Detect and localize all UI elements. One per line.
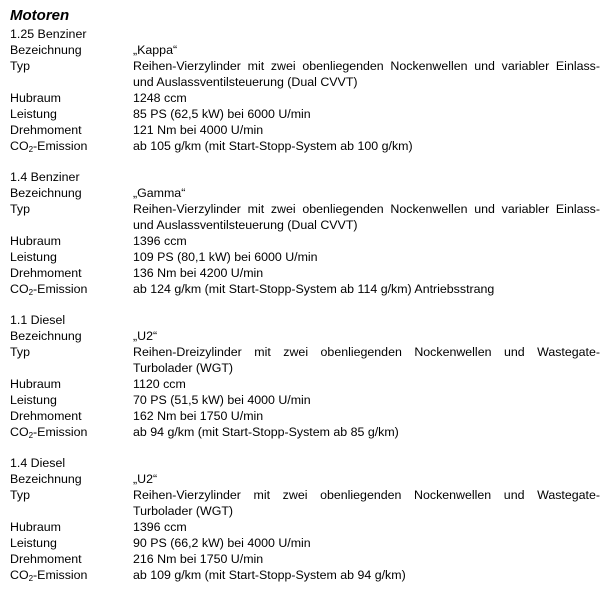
spec-label: Hubraum bbox=[10, 91, 61, 105]
spec-row-hubraum bbox=[10, 90, 600, 106]
spec-label: Hubraum bbox=[10, 377, 61, 391]
engine-section bbox=[10, 26, 600, 154]
page-title: Motoren bbox=[10, 7, 70, 24]
spec-row-hubraum bbox=[10, 376, 600, 392]
spec-row-bezeichnung bbox=[10, 185, 600, 201]
spec-row-hubraum bbox=[10, 519, 600, 535]
engine-heading: 1.25 Benziner bbox=[10, 27, 87, 41]
spec-label: Typ bbox=[10, 488, 30, 502]
spec-label-co2 bbox=[10, 567, 133, 583]
engine-heading: 1.1 Diesel bbox=[10, 313, 66, 327]
spec-row-bezeichnung bbox=[10, 42, 600, 58]
spec-row-typ bbox=[10, 344, 600, 376]
document-page bbox=[10, 6, 600, 583]
spec-value: 136 Nm bei 4200 U/min bbox=[133, 266, 264, 280]
co2-suffix: -Emission bbox=[33, 282, 88, 296]
spec-value: 70 PS (51,5 kW) bei 4000 U/min bbox=[133, 393, 311, 407]
spec-value: 1396 ccm bbox=[133, 234, 187, 248]
spec-row-co2 bbox=[10, 424, 600, 440]
spec-value: 162 Nm bei 1750 U/min bbox=[133, 409, 264, 423]
spec-label-co2 bbox=[10, 281, 133, 297]
engine-section bbox=[10, 455, 600, 583]
spec-label: Bezeichnung bbox=[10, 329, 82, 343]
spec-label: Typ bbox=[10, 59, 30, 73]
spec-label: Bezeichnung bbox=[10, 43, 82, 57]
spec-label: Hubraum bbox=[10, 234, 61, 248]
spec-value: „Kappa“ bbox=[133, 43, 178, 57]
spec-row-typ bbox=[10, 201, 600, 233]
co2-subscript: 2 bbox=[28, 288, 34, 297]
engine-section bbox=[10, 169, 600, 297]
spec-label: Bezeichnung bbox=[10, 472, 82, 486]
spec-row-drehmoment bbox=[10, 265, 600, 281]
co2-suffix: -Emission bbox=[33, 568, 88, 582]
co2-suffix: -Emission bbox=[33, 425, 88, 439]
engine-heading: 1.4 Diesel bbox=[10, 456, 66, 470]
spec-label: Drehmoment bbox=[10, 552, 82, 566]
spec-row-co2 bbox=[10, 567, 600, 583]
spec-row-typ bbox=[10, 58, 600, 90]
spec-row-drehmoment bbox=[10, 122, 600, 138]
spec-row-drehmoment bbox=[10, 408, 600, 424]
spec-label: Leistung bbox=[10, 107, 57, 121]
co2-prefix: CO bbox=[10, 282, 29, 296]
spec-row-leistung bbox=[10, 249, 600, 265]
spec-value: 85 PS (62,5 kW) bei 6000 U/min bbox=[133, 107, 311, 121]
spec-value: ab 109 g/km (mit Start-Stopp-System ab 94 g/km) bbox=[133, 568, 406, 582]
spec-value: ab 94 g/km (mit Start-Stopp-System ab 85 g/km) bbox=[133, 425, 399, 439]
spec-value: 1120 ccm bbox=[133, 377, 186, 391]
co2-prefix: CO bbox=[10, 568, 29, 582]
co2-subscript: 2 bbox=[28, 431, 34, 440]
spec-row-leistung bbox=[10, 106, 600, 122]
spec-value: „U2“ bbox=[133, 329, 158, 343]
spec-value: Reihen-Vierzylinder mit zwei obenliegenden Nockenwellen und variabler Einlass- und Auslassventilsteuerung (Dual CVVT) bbox=[133, 202, 600, 232]
spec-value: 1248 ccm bbox=[133, 91, 187, 105]
spec-label: Drehmoment bbox=[10, 409, 82, 423]
engine-section bbox=[10, 312, 600, 440]
spec-value: „U2“ bbox=[133, 472, 158, 486]
spec-row-drehmoment bbox=[10, 551, 600, 567]
spec-label: Leistung bbox=[10, 393, 57, 407]
spec-value: 1396 ccm bbox=[133, 520, 187, 534]
spec-row-hubraum bbox=[10, 233, 600, 249]
co2-prefix: CO bbox=[10, 139, 29, 153]
spec-row-leistung bbox=[10, 392, 600, 408]
spec-row-typ bbox=[10, 487, 600, 519]
spec-value: „Gamma“ bbox=[133, 186, 186, 200]
spec-label: Bezeichnung bbox=[10, 186, 82, 200]
spec-label-co2 bbox=[10, 138, 133, 154]
spec-value: 109 PS (80,1 kW) bei 6000 U/min bbox=[133, 250, 318, 264]
co2-suffix: -Emission bbox=[33, 139, 88, 153]
spec-value: 90 PS (66,2 kW) bei 4000 U/min bbox=[133, 536, 311, 550]
co2-subscript: 2 bbox=[28, 574, 34, 583]
spec-value: ab 105 g/km (mit Start-Stopp-System ab 100 g/km) bbox=[133, 139, 413, 153]
spec-row-bezeichnung bbox=[10, 471, 600, 487]
spec-value: Reihen-Dreizylinder mit zwei obenliegenden Nockenwellen und Wastegate-Turbolader (WGT) bbox=[133, 345, 600, 375]
spec-row-co2 bbox=[10, 138, 600, 154]
spec-row-bezeichnung bbox=[10, 328, 600, 344]
spec-label: Drehmoment bbox=[10, 123, 82, 137]
spec-value: 121 Nm bei 4000 U/min bbox=[133, 123, 264, 137]
engine-heading: 1.4 Benziner bbox=[10, 170, 80, 184]
co2-subscript: 2 bbox=[28, 145, 34, 154]
spec-value: ab 124 g/km (mit Start-Stopp-System ab 114 g/km) Antriebsstrang bbox=[133, 282, 495, 296]
spec-label: Typ bbox=[10, 345, 30, 359]
spec-label: Leistung bbox=[10, 250, 57, 264]
spec-row-leistung bbox=[10, 535, 600, 551]
spec-label: Hubraum bbox=[10, 520, 61, 534]
spec-label-co2 bbox=[10, 424, 133, 440]
spec-row-co2 bbox=[10, 281, 600, 297]
spec-label: Drehmoment bbox=[10, 266, 82, 280]
spec-label: Leistung bbox=[10, 536, 57, 550]
spec-value: 216 Nm bei 1750 U/min bbox=[133, 552, 264, 566]
spec-label: Typ bbox=[10, 202, 30, 216]
co2-prefix: CO bbox=[10, 425, 29, 439]
spec-value: Reihen-Vierzylinder mit zwei obenliegenden Nockenwellen und variabler Einlass- und Auslassventilsteuerung (Dual CVVT) bbox=[133, 59, 600, 89]
spec-value: Reihen-Vierzylinder mit zwei obenliegenden Nockenwellen und Wastegate-Turbolader (WGT) bbox=[133, 488, 600, 518]
